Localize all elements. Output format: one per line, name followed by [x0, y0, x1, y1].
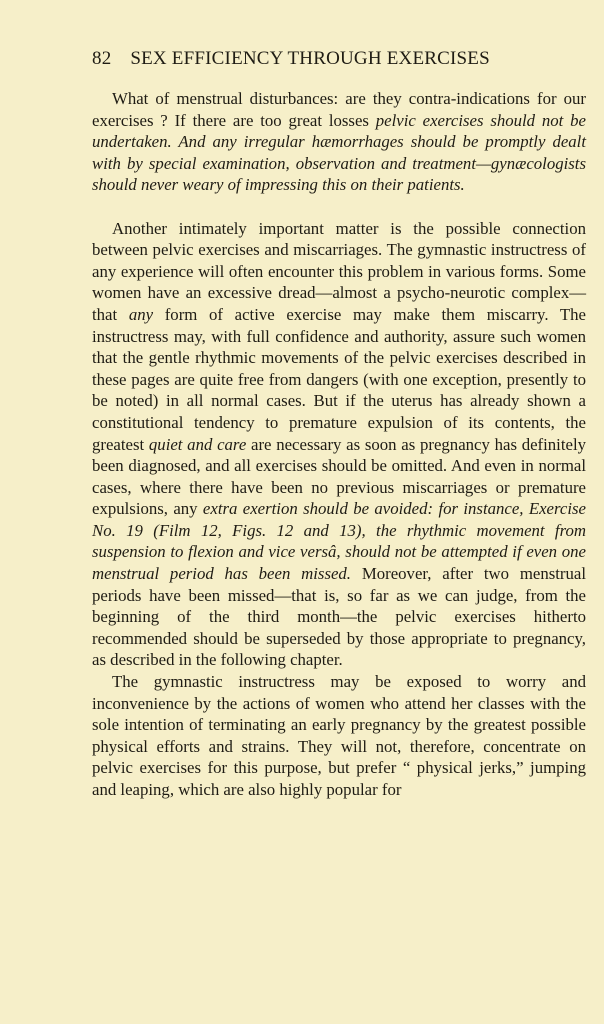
italic-run: extra exertion should be avoided: for instance, Exercise No. 19 (Film 12, Figs. 12 and 13), the rhythmic movement from suspension to flexion and vice versâ, should not be attempted if even one menstrual period has been missed.	[92, 499, 586, 584]
text-run: form of active exercise may make them miscarry. The instructress may, with full confidence and authority, assure such women that the gentle rhythmic movements of the pelvic exercises described in these pages are quite free from dangers (with one exception, presently to be noted) in all normal cases. But if the uterus has already shown a constitutional tendency to premature expulsion of its contents, the greatest	[92, 304, 586, 454]
running-title: SEX EFFICIENCY THROUGH EXERCISES	[130, 48, 490, 69]
running-header	[92, 48, 552, 70]
text-run: Moreover, after two menstrual periods have been missed—that is, so far as we can judge, from the beginning of the third month—the pelvic exercises hitherto recommended should be superseded by those appropriate to pregnancy, as described in the following chapter.	[92, 564, 586, 670]
italic-run: any	[128, 304, 154, 324]
italic-run: pelvic exercises should not be undertaken. And any irregular hæmorrhages should be promptly dealt with by special examination, observation and treatment—gynæcologists should never weary of impressing this on their patients.	[92, 110, 586, 195]
paragraph-miscarriages	[92, 218, 586, 671]
text-run: Another intimately important matter is the possible connection between pelvic exercises and miscarriages. The gymnastic instructress of any experience will often encounter this problem in various forms. Some women have an excessive dread—almost a psycho-neurotic complex—that	[92, 218, 586, 324]
body-text	[92, 88, 586, 801]
italic-run: quiet and care	[148, 434, 247, 454]
paragraph-menstrual-disturbances	[92, 88, 586, 196]
text-run: What of menstrual disturbances: are they contra-indications for our exercises ? If there are too great losses	[92, 89, 586, 130]
page-number: 82	[92, 48, 112, 69]
text-run: are necessary as soon as pregnancy has definitely been diagnosed, and all exercises should be omitted. And even in normal cases, where there have been no previous miscarriages or premature expulsions, any	[92, 434, 587, 519]
text-run: The gymnastic instructress may be exposed to worry and inconvenience by the actions of women who attend her classes with the sole intention of terminating an early pregnancy by the greatest possible physical efforts and strains. They will not, therefore, concentrate on pelvic exercises for this purpose, but prefer “ physical jerks,” jumping and leaping, which are also highly popular for	[92, 672, 586, 799]
paragraph-instructress	[92, 671, 586, 801]
